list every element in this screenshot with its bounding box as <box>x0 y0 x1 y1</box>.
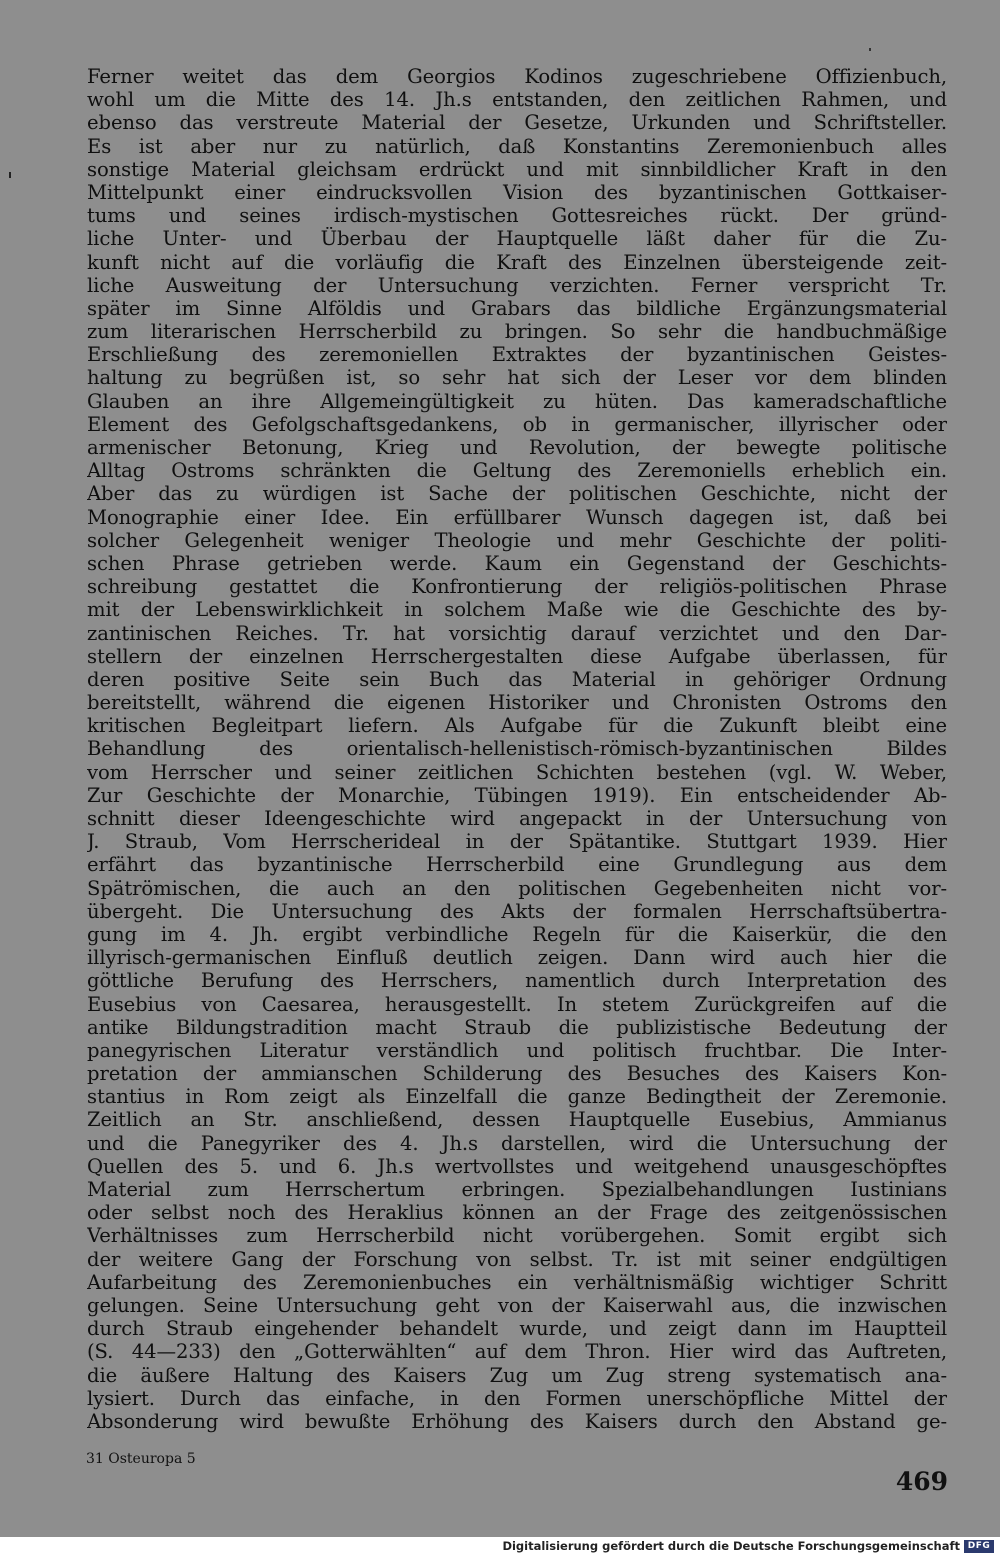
dfg-logo: DFG <box>964 1540 994 1553</box>
funding-bar <box>0 1537 1000 1557</box>
text-line: kunft nicht auf die vorläufig die Kraft des Einzelnen übersteigende zeit- <box>87 250 947 274</box>
text-line: panegyrischen Literatur verständlich und politisch fruchtbar. Die Inter- <box>87 1038 947 1062</box>
text-line: gelungen. Seine Untersuchung geht von der Kaiserwahl aus, die inzwischen <box>87 1293 947 1317</box>
page-number: 469 <box>895 1467 948 1496</box>
text-line: Eusebius von Caesarea, herausgestellt. In stetem Zurückgreifen auf die <box>87 992 947 1016</box>
text-line: Erschließung des zeremoniellen Extraktes der byzantinischen Geistes- <box>87 343 947 367</box>
scan-mark <box>9 172 11 178</box>
text-line: der weitere Gang der Forschung von selbst. Tr. ist mit seiner endgültigen <box>87 1247 947 1271</box>
text-line: Spätrömischen, die auch an den politischen Gegebenheiten nicht vor- <box>87 876 947 900</box>
text-line: schnitt dieser Ideengeschichte wird angepackt in der Untersuchung von <box>87 807 947 830</box>
text-line: und die Panegyriker des 4. Jh.s darstellen, wird die Untersuchung der <box>87 1131 947 1155</box>
funding-text: Digitalisierung gefördert durch die Deutsche Forschungsgemeinschaft <box>502 1539 960 1553</box>
text-line: Element des Gefolgschaftsgedankens, ob in germanischer, illyrischer oder <box>87 412 947 436</box>
text-line: haltung zu begrüßen ist, so sehr hat sich der Leser vor dem blinden <box>87 366 947 390</box>
text-line: Monographie einer Idee. Ein erfüllbarer Wunsch dagegen ist, daß bei <box>87 505 947 529</box>
body-text <box>87 65 947 1433</box>
text-line: lysiert. Durch das einfache, in den Formen unerschöpfliche Mittel der <box>87 1386 947 1410</box>
text-line: schen Phrase getrieben werde. Kaum ein Gegenstand der Geschichts- <box>87 551 947 575</box>
text-line: Aufarbeitung des Zeremonienbuches ein verhältnismäßig wichtiger Schritt <box>87 1270 947 1294</box>
text-line: Glauben an ihre Allgemeingültigkeit zu hüten. Das kameradschaftliche <box>87 389 947 413</box>
text-line: die äußere Haltung des Kaisers Zug um Zug streng systematisch ana- <box>87 1363 947 1387</box>
text-line: Zeitlich an Str. anschließend, dessen Hauptquelle Eusebius, Ammianus <box>87 1108 947 1132</box>
text-line: liche Ausweitung der Untersuchung verzichten. Ferner verspricht Tr. <box>87 273 947 297</box>
text-line: tums und seines irdisch-mystischen Gottesreiches rückt. Der gründ- <box>87 204 947 228</box>
text-line: Absonderung wird bewußte Erhöhung des Kaisers durch den Abstand ge- <box>87 1409 947 1433</box>
text-line: mit der Lebenswirklichkeit in solchem Maße wie die Geschichte des by- <box>87 598 947 622</box>
text-line: oder selbst noch des Heraklius können an der Frage des zeitgenössischen <box>87 1201 947 1225</box>
text-line: sonstige Material gleichsam erdrückt und mit sinnbildlicher Kraft in den <box>87 157 947 181</box>
text-line: Alltag Ostroms schränkten die Geltung des Zeremoniells erheblich ein. <box>87 459 947 483</box>
text-line: pretation der ammianschen Schilderung des Besuches des Kaisers Kon- <box>87 1062 947 1086</box>
text-line: Es ist aber nur zu natürlich, daß Konstantins Zeremonienbuch alles <box>87 134 947 158</box>
footer-signature: 31 Osteuropa 5 <box>86 1451 196 1467</box>
text-line: ebenso das verstreute Material der Gesetze, Urkunden und Schriftsteller. <box>87 111 947 135</box>
text-line: liche Unter- und Überbau der Hauptquelle läßt daher für die Zu- <box>87 227 947 251</box>
text-line: Ferner weitet das dem Georgios Kodinos zugeschriebene Offizienbuch, <box>87 65 947 88</box>
text-line: gung im 4. Jh. ergibt verbindliche Regeln für die Kaiserkür, die den <box>87 922 947 946</box>
text-line: Zur Geschichte der Monarchie, Tübingen 1919). Ein entscheidender Ab- <box>87 783 947 807</box>
text-line: stellern der einzelnen Herrschergestalten diese Aufgabe überlassen, für <box>87 644 947 668</box>
text-line: Behandlung des orientalisch-hellenistisch-römisch-byzantinischen Bildes <box>87 737 947 761</box>
text-line: J. Straub, Vom Herrscherideal in der Spätantike. Stuttgart 1939. Hier <box>87 830 947 854</box>
text-line: kritischen Begleitpart liefern. Als Aufgabe für die Zukunft bleibt eine <box>87 714 947 738</box>
text-line: Verhältnisses zum Herrscherbild nicht vorübergehen. Somit ergibt sich <box>87 1224 947 1248</box>
text-line: wohl um die Mitte des 14. Jh.s entstanden, den zeitlichen Rahmen, und <box>87 88 947 112</box>
text-line: Quellen des 5. und 6. Jh.s wertvollstes und weitgehend unausgeschöpftes <box>87 1154 947 1178</box>
text-line: Material zum Herrschertum erbringen. Spezialbehandlungen Iustinians <box>87 1178 947 1201</box>
text-line: bereitstellt, während die eigenen Historiker und Chronisten Ostroms den <box>87 691 947 715</box>
text-line: erfährt das byzantinische Herrscherbild eine Grundlegung aus dem <box>87 853 947 877</box>
text-line: göttliche Berufung des Herrschers, namentlich durch Interpretation des <box>87 969 947 993</box>
text-line: Mittelpunkt einer eindrucksvollen Vision des byzantinischen Gottkaiser- <box>87 180 947 204</box>
text-line: vom Herrscher und seiner zeitlichen Schichten bestehen (vgl. W. Weber, <box>87 760 947 784</box>
text-line: zum literarischen Herrscherbild zu bringen. So sehr die handbuchmäßige <box>87 320 947 344</box>
text-line: armenischer Betonung, Krieg und Revolution, der bewegte politische <box>87 436 947 459</box>
scan-mark <box>869 48 871 51</box>
text-line: (S. 44—233) den „Gotterwählten“ auf dem Thron. Hier wird das Auftreten, <box>87 1340 947 1364</box>
text-line: übergeht. Die Untersuchung des Akts der formalen Herrschaftsübertra- <box>87 899 947 923</box>
text-line: antike Bildungstradition macht Straub die publizistische Bedeutung der <box>87 1015 947 1039</box>
text-line: schreibung gestattet die Konfrontierung der religiös-politischen Phrase <box>87 575 947 599</box>
text-line: deren positive Seite sein Buch das Material in gehöriger Ordnung <box>87 667 947 691</box>
text-line: zantinischen Reiches. Tr. hat vorsichtig darauf verzichtet und den Dar- <box>87 621 947 645</box>
text-line: Aber das zu würdigen ist Sache der politischen Geschichte, nicht der <box>87 482 947 506</box>
text-line: illyrisch-germanischen Einfluß deutlich zeigen. Dann wird auch hier die <box>87 946 947 970</box>
text-line: durch Straub eingehender behandelt wurde, und zeigt dann im Hauptteil <box>87 1317 947 1341</box>
text-line: stantius in Rom zeigt als Einzelfall die ganze Bedingtheit der Zeremonie. <box>87 1085 947 1109</box>
text-line: später im Sinne Alföldis und Grabars das bildliche Ergänzungsmaterial <box>87 296 947 320</box>
text-line: solcher Gelegenheit weniger Theologie und mehr Geschichte der politi- <box>87 528 947 552</box>
